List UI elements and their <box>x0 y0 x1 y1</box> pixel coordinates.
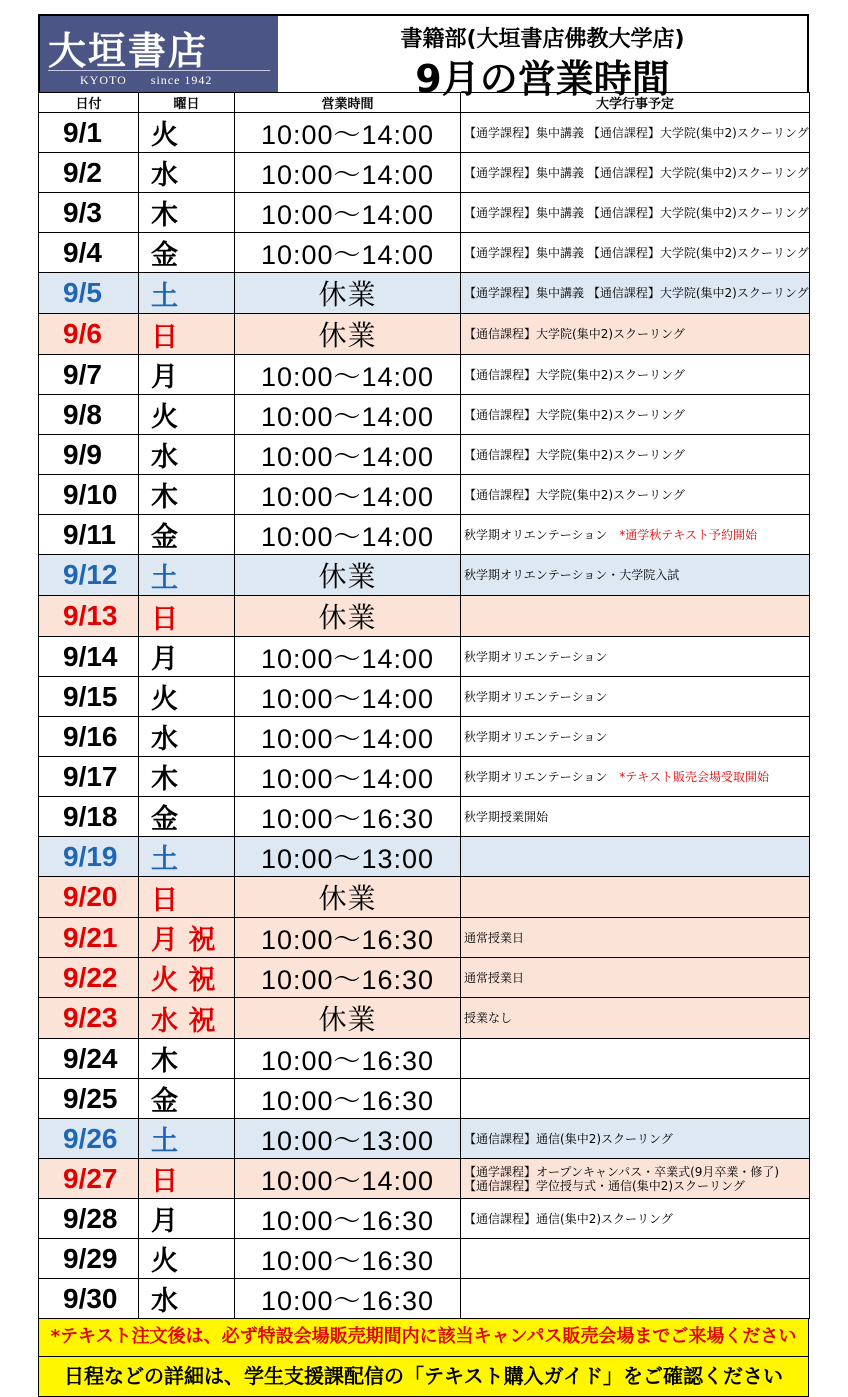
table-row <box>39 273 810 314</box>
table-row <box>39 555 810 596</box>
row-holiday-mark <box>189 757 235 797</box>
row-event <box>461 1039 810 1079</box>
row-date: 9/25 <box>39 1079 139 1119</box>
row-date: 9/20 <box>39 877 139 918</box>
row-holiday-mark <box>189 1079 235 1119</box>
row-hours: 10:00～14:00 <box>235 153 461 193</box>
row-date: 9/17 <box>39 757 139 797</box>
row-event <box>461 1199 810 1239</box>
row-weekday: 火 <box>139 395 189 435</box>
row-weekday: 火 <box>139 113 189 153</box>
event-text: 授業なし <box>464 1011 513 1025</box>
row-weekday: 水 <box>139 1279 189 1319</box>
row-weekday: 火 <box>139 677 189 717</box>
row-weekday: 月 <box>139 918 189 958</box>
row-holiday-mark <box>189 877 235 918</box>
row-weekday: 水 <box>139 153 189 193</box>
row-hours: 10:00～13:00 <box>235 1119 461 1159</box>
row-event <box>461 355 810 395</box>
row-event <box>461 233 810 273</box>
row-weekday: 水 <box>139 998 189 1039</box>
row-holiday-mark <box>189 355 235 395</box>
event-text: 秋学期オリエンテーション <box>464 689 608 704</box>
table-row <box>39 677 810 717</box>
store-title: 書籍部(大垣書店佛教大学店) <box>400 27 685 52</box>
table-row <box>39 153 810 193</box>
row-date: 9/10 <box>39 475 139 515</box>
row-hours: 10:00～14:00 <box>235 717 461 757</box>
table-row <box>39 837 810 877</box>
row-holiday-mark <box>189 717 235 757</box>
event-text: 【通信課程】大学院(集中2)スクーリング <box>464 327 685 341</box>
row-holiday-mark <box>189 395 235 435</box>
event-text: 秋学期オリエンテーション <box>464 769 608 784</box>
event-text-second: 【通信課程】学位授与式・通信(集中2)スクーリング <box>464 1178 745 1193</box>
row-holiday-mark <box>189 1039 235 1079</box>
event-text: 通常授業日 <box>464 930 525 945</box>
row-date: 9/18 <box>39 797 139 837</box>
row-holiday-mark <box>189 1239 235 1279</box>
event-text: 秋学期オリエンテーション <box>464 729 608 744</box>
row-date: 9/16 <box>39 717 139 757</box>
row-hours: 休業 <box>235 998 461 1039</box>
row-event <box>461 596 810 637</box>
row-weekday: 木 <box>139 193 189 233</box>
row-hours: 休業 <box>235 273 461 314</box>
row-hours: 10:00～14:00 <box>235 475 461 515</box>
row-event <box>461 837 810 877</box>
table-row <box>39 113 810 153</box>
row-hours: 休業 <box>235 314 461 355</box>
row-event <box>461 637 810 677</box>
table-row <box>39 1159 810 1199</box>
row-holiday-mark <box>189 837 235 877</box>
table-row <box>39 355 810 395</box>
table-row <box>39 877 810 918</box>
row-weekday: 水 <box>139 717 189 757</box>
row-event <box>461 273 810 314</box>
row-hours: 10:00～14:00 <box>235 233 461 273</box>
event-text: 【通学課程】集中講義 【通信課程】大学院(集中2)スクーリング <box>464 165 809 180</box>
row-holiday-mark: 祝 <box>189 958 235 998</box>
row-hours: 10:00～14:00 <box>235 757 461 797</box>
schedule-sheet <box>38 14 809 1397</box>
row-event <box>461 1079 810 1119</box>
row-event <box>461 1239 810 1279</box>
row-holiday-mark: 祝 <box>189 918 235 958</box>
row-holiday-mark <box>189 273 235 314</box>
row-weekday: 金 <box>139 233 189 273</box>
row-weekday: 日 <box>139 596 189 637</box>
table-row <box>39 1279 810 1319</box>
row-weekday: 木 <box>139 1039 189 1079</box>
store-logo <box>40 16 278 92</box>
row-hours: 休業 <box>235 877 461 918</box>
row-hours: 10:00～14:00 <box>235 113 461 153</box>
table-row <box>39 637 810 677</box>
row-holiday-mark <box>189 435 235 475</box>
row-event <box>461 193 810 233</box>
event-text: 【通学課程】オープンキャンパス・卒業式(9月卒業・修了) <box>464 1164 780 1179</box>
row-holiday-mark <box>189 1279 235 1319</box>
row-date: 9/24 <box>39 1039 139 1079</box>
event-text: 【通学課程】集中講義 【通信課程】大学院(集中2)スクーリング <box>464 125 809 140</box>
table-row <box>39 757 810 797</box>
row-event <box>461 717 810 757</box>
header-day: 曜日 <box>139 93 235 113</box>
row-date: 9/2 <box>39 153 139 193</box>
event-text: 【通信課程】通信(集中2)スクーリング <box>464 1131 673 1146</box>
row-event <box>461 515 810 555</box>
row-weekday: 木 <box>139 475 189 515</box>
row-event <box>461 757 810 797</box>
event-text: 【通信課程】大学院(集中2)スクーリング <box>464 487 685 502</box>
row-date: 9/29 <box>39 1239 139 1279</box>
row-event <box>461 1119 810 1159</box>
row-holiday-mark <box>189 1119 235 1159</box>
table-row <box>39 1239 810 1279</box>
row-weekday: 月 <box>139 355 189 395</box>
row-hours: 10:00～16:30 <box>235 1039 461 1079</box>
row-weekday: 木 <box>139 757 189 797</box>
row-hours: 10:00～14:00 <box>235 1159 461 1199</box>
table-row <box>39 1039 810 1079</box>
row-date: 9/26 <box>39 1119 139 1159</box>
row-hours: 10:00～13:00 <box>235 837 461 877</box>
row-holiday-mark <box>189 233 235 273</box>
row-weekday: 火 <box>139 958 189 998</box>
row-date: 9/15 <box>39 677 139 717</box>
table-row <box>39 1079 810 1119</box>
event-text: 【通信課程】大学院(集中2)スクーリング <box>464 447 685 462</box>
row-date: 9/9 <box>39 435 139 475</box>
event-text: 秋学期オリエンテーション <box>464 527 608 542</box>
row-holiday-mark <box>189 677 235 717</box>
row-hours: 10:00～16:30 <box>235 1239 461 1279</box>
row-event <box>461 1159 810 1199</box>
event-text: 秋学期オリエンテーション・大学院入試 <box>464 568 680 582</box>
row-event <box>461 153 810 193</box>
row-hours: 10:00～16:30 <box>235 1279 461 1319</box>
row-weekday: 水 <box>139 435 189 475</box>
row-hours: 休業 <box>235 555 461 596</box>
header-hours: 営業時間 <box>235 93 461 113</box>
table-row <box>39 918 810 958</box>
row-weekday: 火 <box>139 1239 189 1279</box>
row-event <box>461 113 810 153</box>
row-holiday-mark <box>189 193 235 233</box>
table-row <box>39 193 810 233</box>
event-text: 秋学期オリエンテーション <box>464 649 608 664</box>
header-events: 大学行事予定 <box>461 93 810 113</box>
table-row <box>39 717 810 757</box>
row-date: 9/3 <box>39 193 139 233</box>
notice-guide: 日程などの詳細は、学生支援課配信の「テキスト購入ガイド」をご確認ください <box>38 1357 809 1397</box>
event-text: 【通学課程】集中講義 【通信課程】大学院(集中2)スクーリング <box>464 245 809 260</box>
logo-divider <box>48 70 270 71</box>
row-holiday-mark <box>189 314 235 355</box>
row-weekday: 土 <box>139 555 189 596</box>
row-date: 9/6 <box>39 314 139 355</box>
event-text: 【通信課程】大学院(集中2)スクーリング <box>464 367 685 382</box>
row-event <box>461 918 810 958</box>
row-event <box>461 475 810 515</box>
row-weekday: 土 <box>139 273 189 314</box>
row-date: 9/30 <box>39 1279 139 1319</box>
row-hours: 10:00～14:00 <box>235 395 461 435</box>
row-date: 9/7 <box>39 355 139 395</box>
schedule-table <box>38 92 810 1319</box>
table-row <box>39 958 810 998</box>
row-holiday-mark <box>189 113 235 153</box>
row-date: 9/12 <box>39 555 139 596</box>
row-holiday-mark <box>189 555 235 596</box>
event-text: 通常授業日 <box>464 970 525 985</box>
event-text: 【通学課程】集中講義 【通信課程】大学院(集中2)スクーリング <box>464 286 809 300</box>
row-event <box>461 1279 810 1319</box>
row-hours: 10:00～16:30 <box>235 918 461 958</box>
row-date: 9/5 <box>39 273 139 314</box>
row-event <box>461 797 810 837</box>
row-holiday-mark: 祝 <box>189 998 235 1039</box>
row-weekday: 金 <box>139 515 189 555</box>
row-event <box>461 677 810 717</box>
event-note: *通学秋テキスト予約開始 <box>619 527 758 542</box>
row-event <box>461 395 810 435</box>
row-weekday: 金 <box>139 1079 189 1119</box>
row-date: 9/23 <box>39 998 139 1039</box>
row-holiday-mark <box>189 475 235 515</box>
row-hours: 10:00～16:30 <box>235 1199 461 1239</box>
row-holiday-mark <box>189 797 235 837</box>
header <box>38 14 809 101</box>
table-row <box>39 475 810 515</box>
table-row <box>39 797 810 837</box>
row-holiday-mark <box>189 637 235 677</box>
row-weekday: 土 <box>139 1119 189 1159</box>
table-row <box>39 314 810 355</box>
row-weekday: 土 <box>139 837 189 877</box>
row-holiday-mark <box>189 515 235 555</box>
row-hours: 10:00～14:00 <box>235 435 461 475</box>
row-date: 9/4 <box>39 233 139 273</box>
row-date: 9/14 <box>39 637 139 677</box>
row-event <box>461 998 810 1039</box>
header-date: 日付 <box>39 93 139 113</box>
row-date: 9/27 <box>39 1159 139 1199</box>
table-row <box>39 998 810 1039</box>
table-row <box>39 435 810 475</box>
table-row <box>39 1199 810 1239</box>
row-hours: 10:00～16:30 <box>235 958 461 998</box>
row-event <box>461 435 810 475</box>
row-date: 9/19 <box>39 837 139 877</box>
event-text: 【通信課程】通信(集中2)スクーリング <box>464 1211 673 1226</box>
row-hours: 10:00～14:00 <box>235 677 461 717</box>
row-date: 9/1 <box>39 113 139 153</box>
row-holiday-mark <box>189 596 235 637</box>
event-text: 【通信課程】大学院(集中2)スクーリング <box>464 407 685 422</box>
row-event <box>461 877 810 918</box>
row-hours: 10:00～14:00 <box>235 193 461 233</box>
row-hours: 10:00～14:00 <box>235 637 461 677</box>
row-holiday-mark <box>189 153 235 193</box>
row-event <box>461 314 810 355</box>
row-holiday-mark <box>189 1199 235 1239</box>
row-date: 9/8 <box>39 395 139 435</box>
row-hours: 10:00～16:30 <box>235 797 461 837</box>
row-weekday: 月 <box>139 637 189 677</box>
notice-text-order: *テキスト注文後は、必ず特設会場販売期間内に該当キャンパス販売会場までご来場ください <box>38 1319 809 1357</box>
table-row <box>39 596 810 637</box>
logo-name: 大垣書店 <box>48 28 209 73</box>
event-text: 秋学期授業開始 <box>464 809 549 824</box>
row-holiday-mark <box>189 1159 235 1199</box>
row-event <box>461 958 810 998</box>
row-date: 9/28 <box>39 1199 139 1239</box>
row-hours: 10:00～14:00 <box>235 355 461 395</box>
row-hours: 休業 <box>235 596 461 637</box>
logo-subtitle: KYOTO since 1942 <box>80 73 213 87</box>
row-hours: 10:00～16:30 <box>235 1079 461 1119</box>
table-row <box>39 515 810 555</box>
row-weekday: 日 <box>139 1159 189 1199</box>
event-text: 【通学課程】集中講義 【通信課程】大学院(集中2)スクーリング <box>464 205 809 220</box>
row-weekday: 金 <box>139 797 189 837</box>
event-note: *テキスト販売会場受取開始 <box>619 769 770 784</box>
row-weekday: 日 <box>139 877 189 918</box>
table-row <box>39 1119 810 1159</box>
row-date: 9/11 <box>39 515 139 555</box>
row-date: 9/22 <box>39 958 139 998</box>
row-event <box>461 555 810 596</box>
row-date: 9/21 <box>39 918 139 958</box>
row-date: 9/13 <box>39 596 139 637</box>
row-hours: 10:00～14:00 <box>235 515 461 555</box>
row-weekday: 日 <box>139 314 189 355</box>
table-row <box>39 395 810 435</box>
table-row <box>39 233 810 273</box>
page-title: 9月の営業時間 <box>415 57 670 101</box>
row-weekday: 月 <box>139 1199 189 1239</box>
